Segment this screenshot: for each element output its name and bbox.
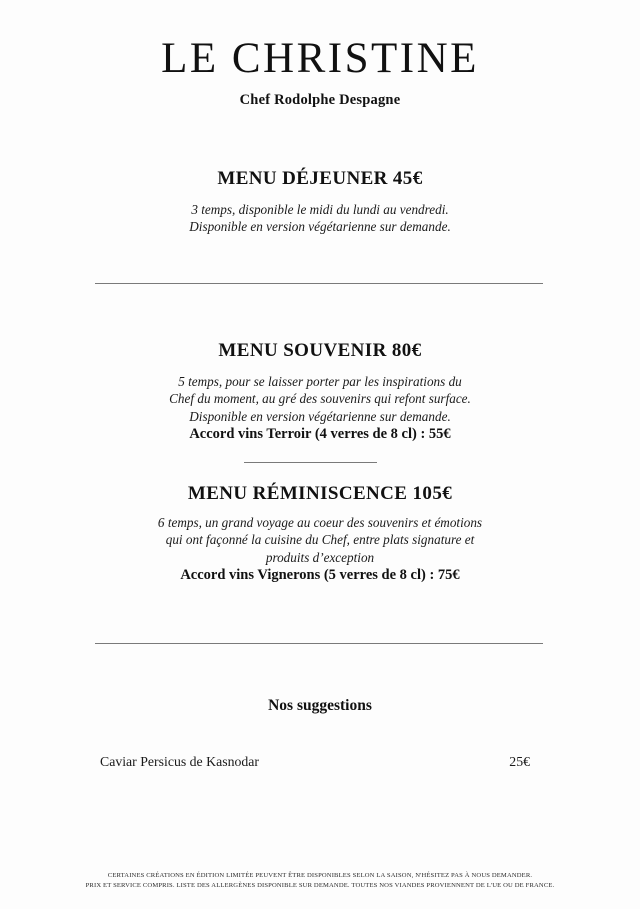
menu-desc-line: 5 temps, pour se laisser porter par les inspirations du bbox=[178, 374, 462, 389]
menu-section-reminiscence bbox=[0, 483, 640, 505]
divider-rule-top bbox=[95, 283, 543, 284]
menu-desc-line: qui ont façonné la cuisine du Chef, entre plats signature et bbox=[165, 532, 475, 548]
menu-desc-line: 3 temps, disponible le midi du lundi au vendredi. bbox=[191, 202, 449, 217]
menu-desc-line: Chef du moment, au gré des souvenirs qui refont surface. bbox=[169, 391, 471, 407]
menu-description-souvenir bbox=[0, 373, 640, 425]
footer-line-2: PRIX ET SERVICE COMPRIS. LISTE DES ALLERGÈNES DISPONIBLE SUR DEMANDE. TOUTES NOS VIANDES PROVIENNENT DE L'UE OU DE FRANCE. bbox=[85, 881, 555, 889]
chef-name: Chef Rodolphe Despagne bbox=[239, 92, 401, 109]
menu-desc-reminiscence bbox=[0, 514, 640, 566]
menu-section-souvenir bbox=[0, 340, 640, 362]
menu-desc-souvenir bbox=[0, 373, 640, 425]
menu-description-dejeuner bbox=[0, 201, 640, 236]
menu-desc-line: Disponible en version végétarienne sur demande. bbox=[189, 219, 451, 235]
menu-title-reminiscence: MENU RÉMINISCENCE 105€ bbox=[187, 483, 453, 504]
footer-line-1: CERTAINES CRÉATIONS EN ÉDITION LIMITÉE PEUVENT ÊTRE DISPONIBLES SELON LA SAISON, N'HÉSITEZ PAS À NOUS DEMANDER. bbox=[107, 871, 533, 879]
menu-pairing-souvenir: Accord vins Terroir (4 verres de 8 cl) : 55€ bbox=[189, 426, 451, 442]
menu-desc-dejeuner bbox=[0, 201, 640, 236]
suggestion-item-row bbox=[100, 754, 530, 770]
restaurant-name: LE CHRISTINE bbox=[161, 35, 479, 82]
menu-header bbox=[0, 0, 640, 109]
menu-title-dejeuner: MENU DÉJEUNER 45€ bbox=[217, 168, 423, 189]
suggestions-section bbox=[0, 697, 640, 715]
menu-title-souvenir: MENU SOUVENIR 80€ bbox=[218, 340, 422, 361]
menu-pairing-reminiscence: Accord vins Vignerons (5 verres de 8 cl) : 75€ bbox=[180, 567, 460, 583]
divider-rule-bottom bbox=[95, 643, 543, 644]
suggestion-item-name: Caviar Persicus de Kasnodar bbox=[100, 754, 260, 769]
menu-pairing-souvenir-wrap bbox=[0, 426, 640, 443]
menu-section-dejeuner bbox=[0, 168, 640, 190]
suggestions-title: Nos suggestions bbox=[268, 697, 372, 714]
menu-pairing-reminiscence-wrap bbox=[0, 567, 640, 584]
menu-footer-notice bbox=[0, 871, 640, 891]
suggestion-item-price: 25€ bbox=[509, 754, 530, 769]
menu-desc-line: produits d’exception bbox=[265, 549, 375, 565]
menu-desc-line: Disponible en version végétarienne sur demande. bbox=[189, 408, 451, 424]
menu-desc-line: 6 temps, un grand voyage au coeur des souvenirs et émotions bbox=[157, 515, 483, 530]
menu-description-reminiscence bbox=[0, 514, 640, 566]
divider-rule-short bbox=[244, 462, 377, 463]
